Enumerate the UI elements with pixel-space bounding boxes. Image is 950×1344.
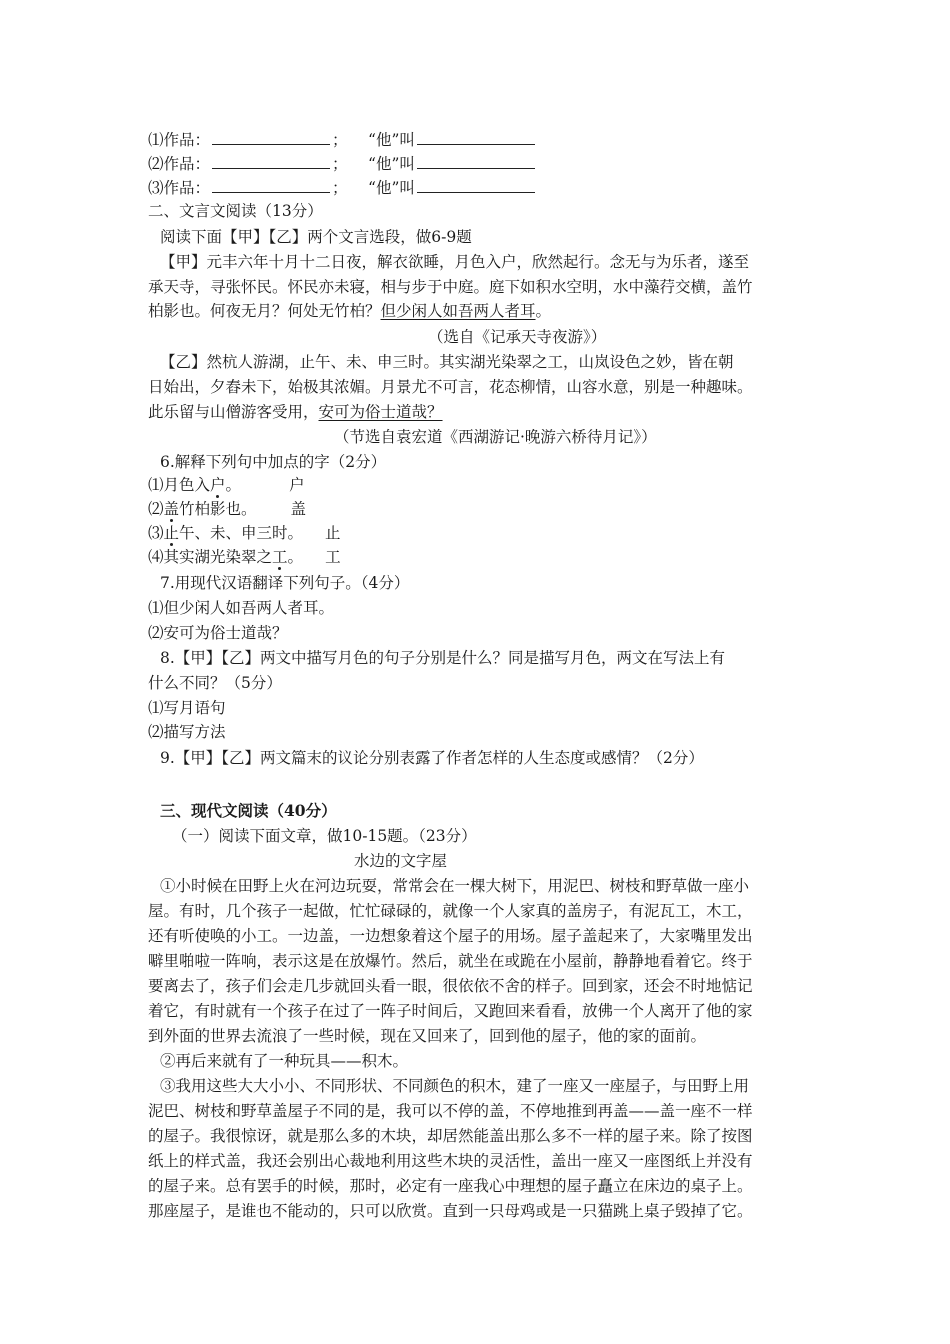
- work-blank[interactable]: [212, 152, 330, 169]
- yi-source: （节选自袁宏道《西湖游记·晚游六桥待月记》）: [334, 428, 657, 446]
- jia-line-1: 【甲】元丰六年十月十二日夜，解衣欲睡，月色入户，欣然起行。念无与为乐者，遂至: [160, 253, 750, 271]
- para1-line-7: 到外面的世界去流浪了一些时候，现在又回来了，回到他的屋子，他的家的面前。: [148, 1027, 707, 1045]
- para3-line-3: 的屋子。我很惊讶，就是那么多的木块，却居然能盖出那么多不一样的屋子来。除了按图: [148, 1127, 753, 1145]
- fill-row-2: [148, 152, 808, 175]
- he-label: “他”叫: [368, 131, 415, 149]
- q8-item-1: ⑴写月语句: [148, 699, 226, 717]
- yi-underlined: 安可为俗士道哉？: [318, 403, 443, 421]
- item-number: ⑵: [148, 500, 164, 518]
- item-text: 。: [287, 548, 304, 566]
- q6-title: 6.解释下列句中加点的字（2分）: [160, 453, 387, 471]
- dotted-char: 工: [272, 548, 288, 566]
- he-label: “他”叫: [368, 155, 415, 173]
- item-answer-char: 户: [289, 476, 305, 494]
- q6-item-4: [148, 546, 808, 568]
- item-number: ⑷: [148, 548, 164, 566]
- work-blank[interactable]: [212, 176, 330, 193]
- dotted-char: 止: [163, 524, 180, 542]
- dotted-char: 户: [210, 476, 226, 494]
- fill-row-3: [148, 176, 808, 199]
- work-blank[interactable]: [212, 128, 330, 145]
- para1-line-3: 还有听使唤的小工。一边盖，一边想象着这个屋子的用场。屋子盖起来了，大家嘴里发出: [148, 927, 753, 945]
- work-label: 作品：: [163, 131, 211, 149]
- para1-line-4: 噼里啪啦一阵响，表示这是在放爆竹。然后，就坐在或跪在小屋前，静静地看着它。终于: [148, 952, 753, 970]
- q8-line-1: 8.【甲】【乙】两文中描写月色的句子分别是什么？同是描写月色，两文在写法上有: [160, 649, 726, 667]
- section3-heading: 三、现代文阅读（40分）: [160, 801, 337, 820]
- item-text: 竹柏影也。: [179, 500, 257, 518]
- dotted-char: 盖: [163, 500, 180, 518]
- separator: ；: [332, 131, 348, 149]
- jia-underlined: 但少闲人如吾两人者耳: [380, 302, 536, 320]
- item-answer-char: 工: [325, 548, 341, 566]
- q6-item-1: [148, 474, 808, 496]
- item-answer-char: 止: [325, 524, 341, 542]
- yi-line-3: [148, 401, 808, 423]
- row-number: ⑵: [148, 155, 164, 173]
- jia-text-end: 。: [535, 302, 552, 320]
- yi-line-2: 日始出，夕舂未下，始极其浓媚。月景尤不可言，花态柳情，山容水意，别是一种趣味。: [148, 378, 753, 396]
- item-text: 月色入: [163, 476, 211, 494]
- jia-source: （选自《记承天寺夜游》）: [428, 328, 607, 346]
- section2-intro: 阅读下面【甲】【乙】两个文言选段，做6-9题: [160, 228, 472, 246]
- work-label: 作品：: [163, 155, 211, 173]
- row-number: ⑶: [148, 179, 164, 197]
- q8-line-2: 什么不同？（5分）: [148, 674, 282, 692]
- item-number: ⑶: [148, 524, 164, 542]
- item-answer-char: 盖: [290, 500, 307, 518]
- q9: 9.【甲】【乙】两文篇末的议论分别表露了作者怎样的人生态度或感情？（2分）: [160, 749, 704, 767]
- item-text: 。: [225, 476, 242, 494]
- he-label: “他”叫: [368, 179, 415, 197]
- work-label: 作品：: [163, 179, 211, 197]
- para1-line-6: 着它，有时就有一个孩子在过了一阵子时间后，又跑回来看看，放佛一个人离开了他的家: [148, 1002, 753, 1020]
- yi-text: 此乐留与山僧游客受用，: [148, 403, 319, 421]
- separator: ；: [332, 155, 348, 173]
- article-title: 水边的文字屋: [354, 852, 448, 870]
- section2-heading: 二、文言文阅读（13分）: [148, 202, 323, 220]
- item-text: 其实湖光染翠之: [163, 548, 273, 566]
- para3-line-6: 那座屋子，是谁也不能动的，只可以欣赏。直到一只母鸡或是一只猫跳上桌子毁掉了它。: [148, 1202, 753, 1220]
- q6-item-2: [148, 498, 808, 520]
- para1-line-1: ①小时候在田野上火在河边玩耍，常常会在一棵大树下，用泥巴、树枝和野草做一座小: [160, 877, 750, 895]
- para1-line-5: 要离去了，孩子们会走几步就回头看一眼，很依依不舍的样子。回到家，还会不时地惦记: [148, 977, 753, 995]
- para3-line-5: 的屋子来。总有罢手的时候，那时，必定有一座我心中理想的屋子矗立在床边的桌子上。: [148, 1177, 753, 1195]
- he-blank[interactable]: [417, 176, 535, 193]
- he-blank[interactable]: [417, 128, 535, 145]
- jia-line-3: [148, 300, 808, 322]
- para1-line-2: 屋。有时，几个孩子一起做，忙忙碌碌的，就像一个人家真的盖房子，有泥瓦工，木工，: [148, 902, 753, 920]
- fill-row-1: [148, 128, 808, 151]
- item-number: ⑴: [148, 476, 164, 494]
- q8-item-2: ⑵描写方法: [148, 723, 226, 741]
- para3-line-1: ③我用这些大大小小、不同形状、不同颜色的积木，建了一座又一座屋子，与田野上用: [160, 1077, 750, 1095]
- item-text: 午、未、申三时。: [179, 524, 304, 542]
- yi-line-1: 【乙】然杭人游湖，止午、未、申三时。其实湖光染翠之工，山岚设色之妙，皆在朝: [160, 353, 734, 371]
- para2: ②再后来就有了一种玩具——积木。: [160, 1052, 409, 1070]
- q7-title: 7.用现代汉语翻译下列句子。（4分）: [160, 574, 410, 592]
- row-number: ⑴: [148, 131, 164, 149]
- para3-line-2: 泥巴、树枝和野草盖屋子不同的是，我可以不停的盖，不停地推到再盖——盖一座不一样: [148, 1102, 753, 1120]
- separator: ；: [332, 179, 348, 197]
- q7-item-2: ⑵安可为俗士道哉？: [148, 624, 288, 642]
- he-blank[interactable]: [417, 152, 535, 169]
- jia-text: 柏影也。何夜无月？何处无竹柏？: [148, 302, 381, 320]
- jia-line-2: 承天寺，寻张怀民。怀民亦未寝，相与步于中庭。庭下如积水空明，水中藻荇交横，盖竹: [148, 278, 753, 296]
- q6-item-3: [148, 522, 808, 544]
- section3-sub: （一）阅读下面文章，做10-15题。（23分）: [172, 827, 477, 845]
- para3-line-4: 纸上的样式盖，我还会别出心裁地利用这些木块的灵活性，盖出一座又一座图纸上并没有: [148, 1152, 753, 1170]
- q7-item-1: ⑴但少闲人如吾两人者耳。: [148, 599, 335, 617]
